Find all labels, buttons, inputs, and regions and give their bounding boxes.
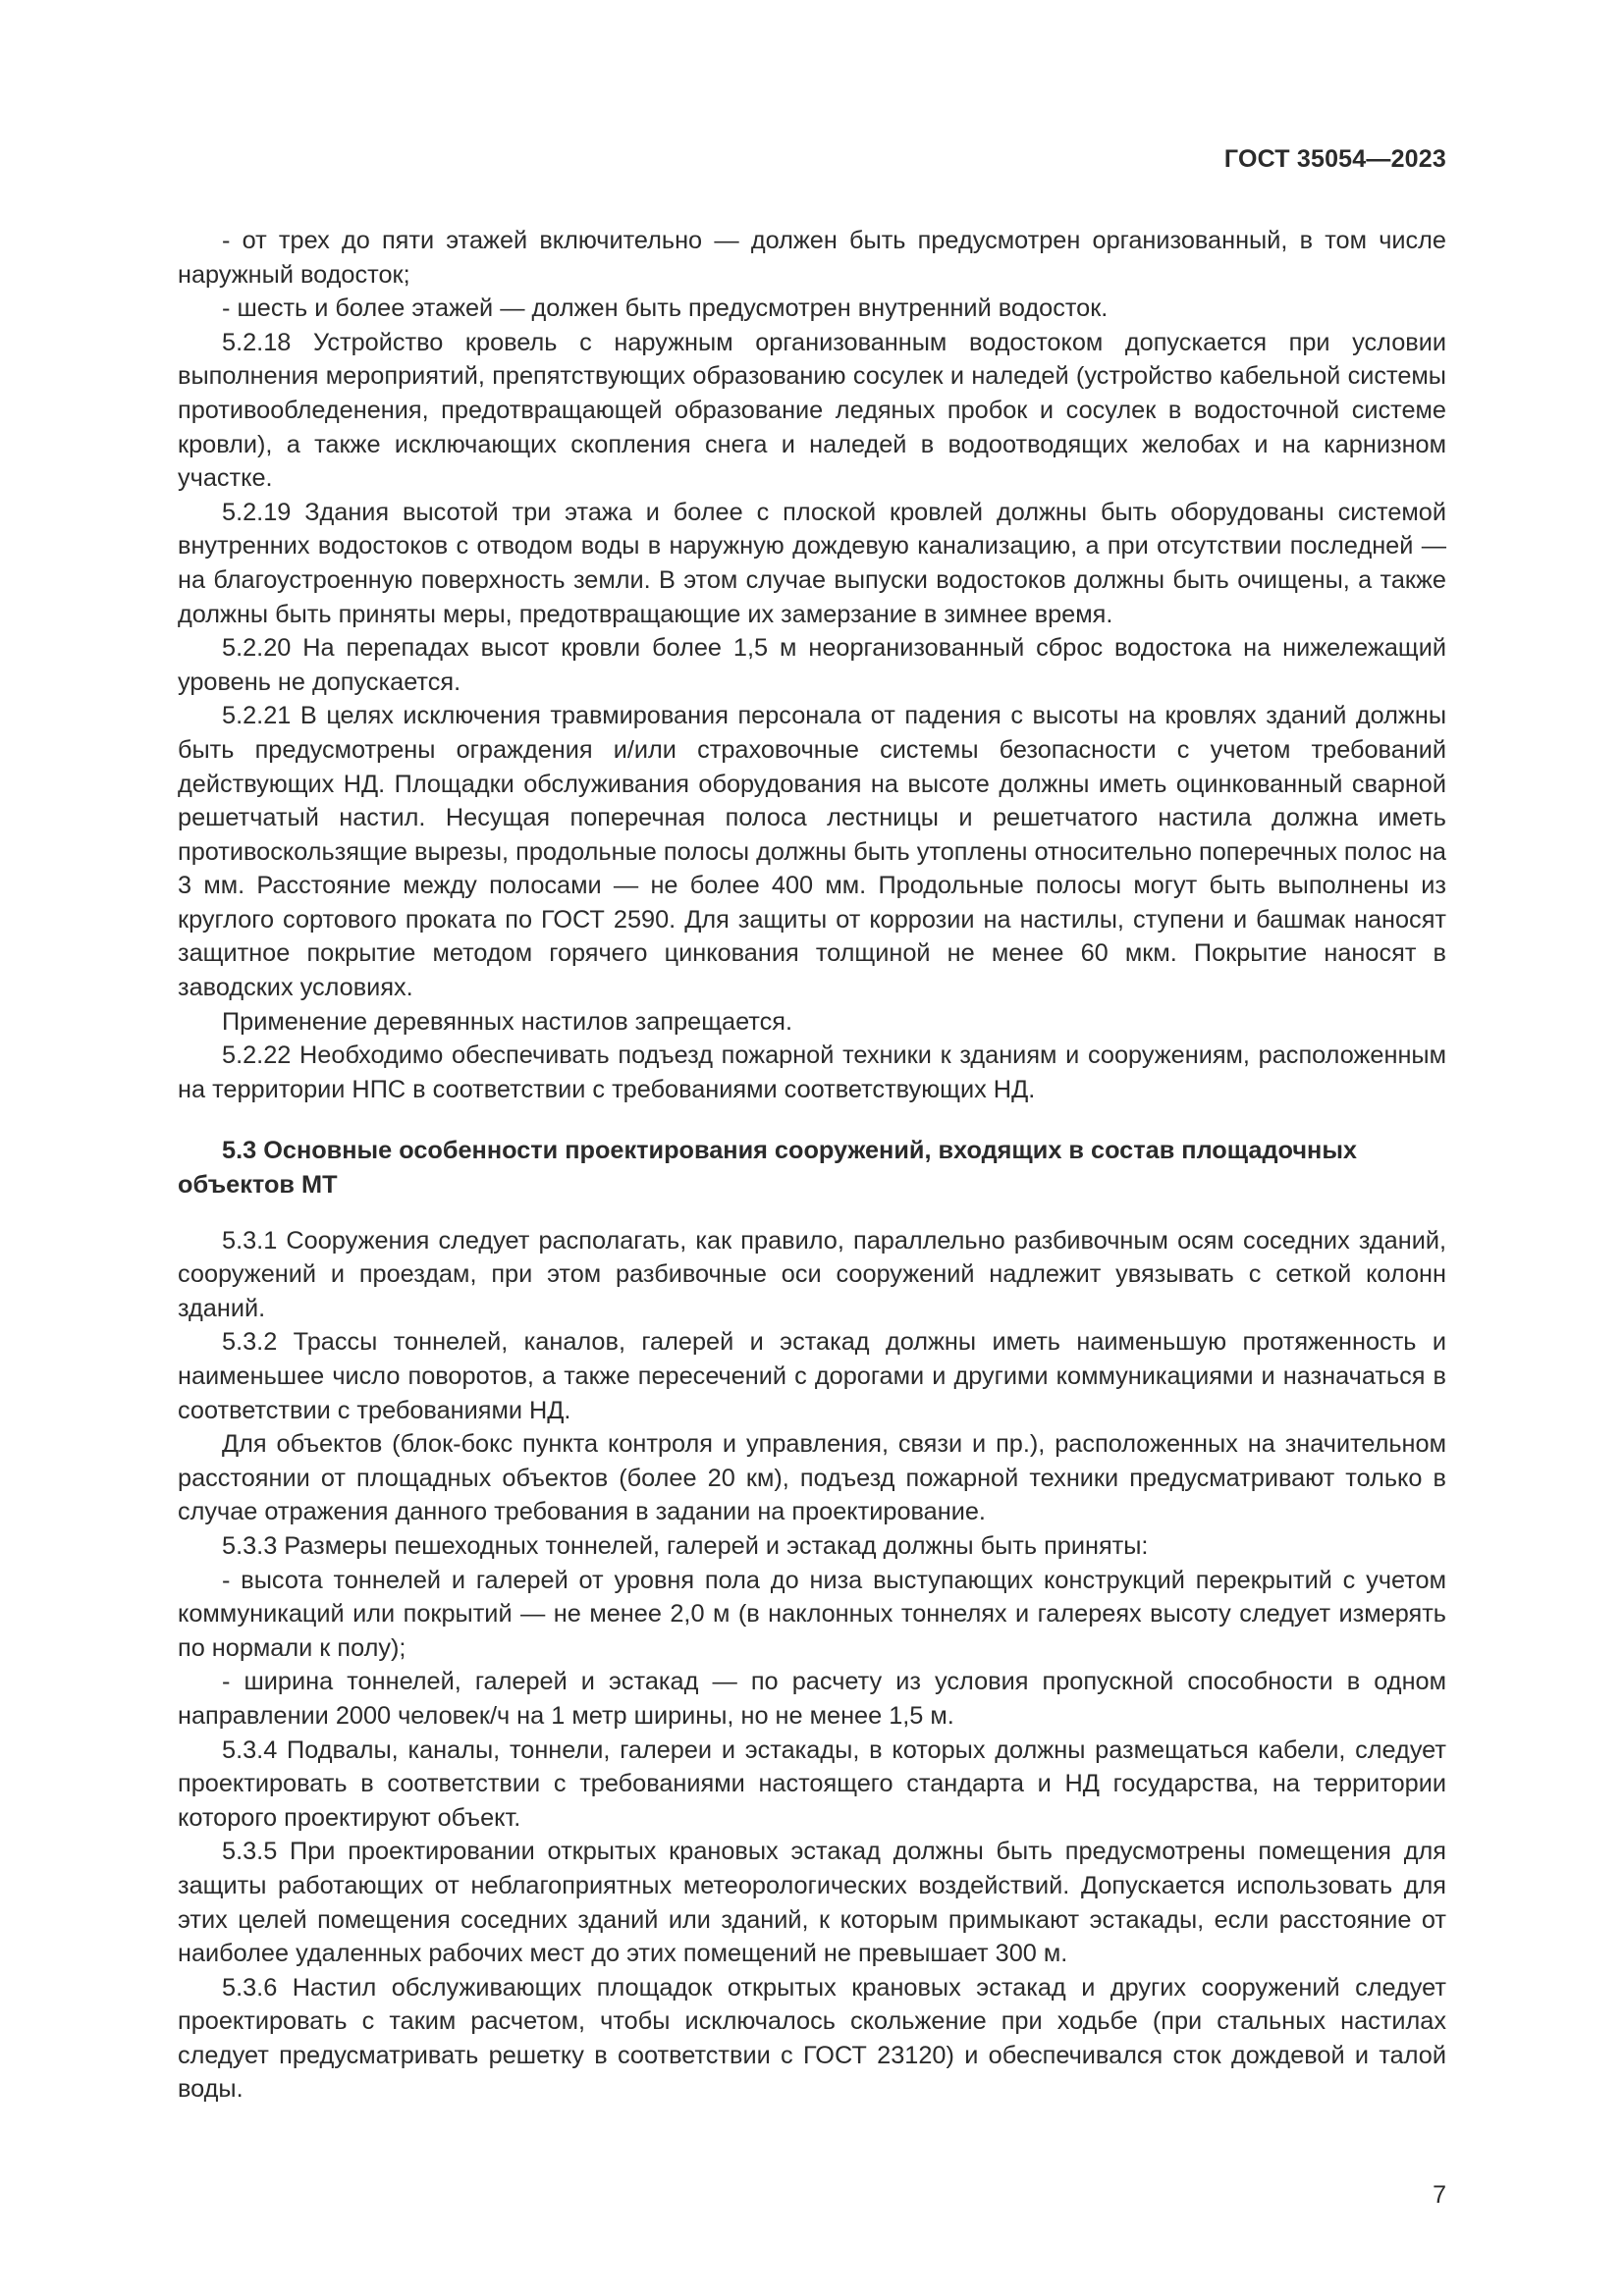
paragraph-5-2-20: 5.2.20 На перепадах высот кровли более 1,5 м неорганизованный сброс водостока на нижележащий уровень не допускается. xyxy=(178,634,1446,696)
document-code-header: ГОСТ 35054—2023 xyxy=(1223,145,1446,173)
paragraph: Для объектов (блок-бокс пункта контроля и управления, связи и пр.), расположенных на значительном расстоянии от площадных объектов (более 20 км), подъезд пожарной техники предусматривают только в случае отражения данного требования в задании на проектирование. xyxy=(178,1430,1446,1526)
body-text xyxy=(178,224,1446,2107)
paragraph-5-3-2: 5.3.2 Трассы тоннелей, каналов, галерей и эстакад должны иметь наименьшую протяженность и наименьшее число поворотов, а также пересечений с дорогами и другими коммуникациями и назначаться в соответствии с требованиями НД. xyxy=(178,1328,1446,1424)
paragraph-5-2-22: 5.2.22 Необходимо обеспечивать подъезд пожарной техники к зданиям и сооружениям, расположенным на территории НПС в соответствии с требованиями соответствующих НД. xyxy=(178,1041,1446,1103)
paragraph: Применение деревянных настилов запрещается. xyxy=(222,1007,792,1036)
paragraph-5-3-1: 5.3.1 Сооружения следует располагать, как правило, параллельно разбивочным осям соседних зданий, сооружений и проездам, при этом разбивочные оси сооружений надлежит увязывать с сеткой колонн зданий. xyxy=(178,1226,1446,1322)
paragraph: - шесть и более этажей — должен быть предусмотрен внутренний водосток. xyxy=(222,294,1109,323)
paragraph-5-3-4: 5.3.4 Подвалы, каналы, тоннели, галереи и эстакады, в которых должны размещаться кабели, следует проектировать в соответствии с требованиями настоящего стандарта и НД государства, на территории которого проектируют объект. xyxy=(178,1735,1446,1832)
paragraph-5-2-18: 5.2.18 Устройство кровель с наружным организованным водостоком допускается при условии выполнения мероприятий, препятствующих образованию сосулек и наледей (устройство кабельной системы противообледенения, предотвращающей образование ледяных пробок и сосулек в водосточной системе кровли), а также исключающих скопления снега и наледей в водоотводящих желобах и на карнизном участке. xyxy=(178,328,1446,493)
section-title-5-3: 5.3 Основные особенности проектирования сооружений, входящих в состав площадочных объектов МТ xyxy=(178,1137,1357,1200)
paragraph: - ширина тоннелей, галерей и эстакад — по расчету из условия пропускной способности в одном направлении 2000 человек/ч на 1 метр ширины, но не менее 1,5 м. xyxy=(178,1668,1446,1730)
page-number: 7 xyxy=(1433,2181,1446,2209)
paragraph: - от трех до пяти этажей включительно — должен быть предусмотрен организованный, в том числе наружный водосток; xyxy=(178,227,1446,289)
paragraph-5-3-3: 5.3.3 Размеры пешеходных тоннелей, галерей и эстакад должны быть приняты: xyxy=(222,1531,1149,1560)
paragraph-5-2-21: 5.2.21 В целях исключения травмирования персонала от падения с высоты на кровлях зданий должны быть предусмотрены ограждения и/или страховочные системы безопасности с учетом требований действующих НД. Площадки обслуживания оборудования на высоте должны иметь оцинкованный сварной решетчатый настил. Несущая поперечная полоса лестницы и решетчатого настила должна иметь противоскользящие вырезы, продольные полосы должны быть утоплены относительно поперечных полос на 3 мм. Расстояние между полосами — не более 400 мм. Продольные полосы могут быть выполнены из круглого сортового проката по ГОСТ 2590. Для защиты от коррозии на настилы, ступени и башмак наносят защитное покрытие методом горячего цинкования толщиной не менее 60 мкм. Покрытие наносят в заводских условиях. xyxy=(178,702,1446,1002)
paragraph: - высота тоннелей и галерей от уровня пола до низа выступающих конструкций перекрытий с учетом коммуникаций или покрытий — не менее 2,0 м (в наклонных тоннелях и галереях высоту следует измерять по нормали к полу); xyxy=(178,1566,1446,1662)
paragraph-5-2-19: 5.2.19 Здания высотой три этажа и более с плоской кровлей должны быть оборудованы системой внутренних водостоков с отводом воды в наружную дождевую канализацию, а при отсутствии последней — на благоустроенную поверхность земли. В этом случае выпуски водостоков должны быть очищены, а также должны быть приняты меры, предотвращающие их замерзание в зимнее время. xyxy=(178,498,1446,628)
paragraph-5-3-6: 5.3.6 Настил обслуживающих площадок открытых крановых эстакад и других сооружений следует проектировать с таким расчетом, чтобы исключалось скольжение при ходьбе (при стальных настилах следует предусматривать решетку в соответствии с ГОСТ 23120) и обеспечивался сток дождевой и талой воды. xyxy=(178,1973,1446,2104)
paragraph-5-3-5: 5.3.5 При проектировании открытых крановых эстакад должны быть предусмотрены помещения для защиты работающих от неблагоприятных метеорологических воздействий. Допускается использовать для этих целей помещения соседних зданий или зданий, к которым примыкают эстакады, если расстояние от наиболее удаленных рабочих мест до этих помещений не превышает 300 м. xyxy=(178,1838,1446,1968)
